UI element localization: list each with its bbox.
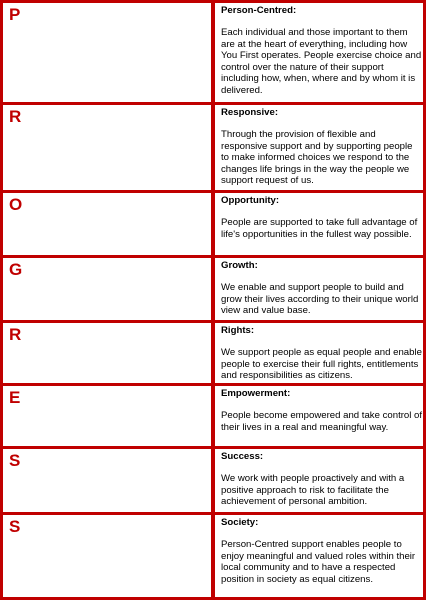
letter-cell	[3, 515, 214, 600]
value-row-opportunity	[3, 193, 426, 258]
acronym-letter: S	[9, 451, 21, 470]
letter-cell	[3, 105, 214, 190]
letter-cell	[3, 3, 214, 102]
value-heading: Success:	[221, 451, 264, 462]
value-heading: Growth:	[221, 260, 258, 271]
value-row-success	[3, 449, 426, 515]
description-cell	[214, 258, 426, 320]
acronym-letter: R	[9, 107, 22, 126]
description-cell	[214, 449, 426, 512]
value-description: We work with people proactively and with a positive approach to risk to facilitate the achievement of personal ambition.	[221, 473, 405, 507]
acronym-letter: G	[9, 260, 23, 279]
description-cell	[214, 323, 426, 383]
description-cell	[214, 386, 426, 446]
value-description: Through the provision of flexible and responsive support and by supporting people to make informed choices we respond to the changes life brings in the way the people we support request of us.	[221, 129, 413, 186]
description-cell	[214, 193, 426, 255]
value-row-responsive	[3, 105, 426, 193]
letter-cell	[3, 323, 214, 383]
letter-cell	[3, 258, 214, 320]
value-row-growth	[3, 258, 426, 323]
value-description: We enable and support people to build and grow their lives according to their unique world view and value base.	[221, 282, 419, 316]
value-description: People are supported to take full advantage of life's opportunities in the fullest way possible.	[221, 217, 418, 240]
value-row-empowerment	[3, 386, 426, 449]
description-cell	[214, 3, 426, 102]
value-heading: Person-Centred:	[221, 5, 297, 16]
value-heading: Opportunity:	[221, 195, 280, 206]
value-description: We support people as equal people and enable people to exercise their full rights, entitlements and responsibilities as citizens.	[221, 347, 422, 381]
acronym-letter: R	[9, 325, 22, 344]
acronym-letter: E	[9, 388, 21, 407]
acronym-letter: O	[9, 195, 23, 214]
value-row-person-centred	[3, 3, 426, 105]
value-heading: Empowerment:	[221, 388, 291, 399]
value-row-rights	[3, 323, 426, 386]
description-cell	[214, 515, 426, 600]
value-description: Person-Centred support enables people to enjoy meaningful and valued roles within their local community and to have a respected position in society as equal citizens.	[221, 539, 416, 585]
value-heading: Responsive:	[221, 107, 279, 118]
letter-cell	[3, 386, 214, 446]
value-description: Each individual and those important to them are at the heart of everything, including how You First operates. People exercise choice and control over the nature of their support including how, when, where and by whom it is delivered.	[221, 27, 422, 96]
value-heading: Rights:	[221, 325, 255, 336]
acronym-letter: P	[9, 5, 21, 24]
acronym-letter: S	[9, 517, 21, 536]
value-row-society	[3, 515, 426, 600]
description-cell	[214, 105, 426, 190]
letter-cell	[3, 193, 214, 255]
value-heading: Society:	[221, 517, 259, 528]
value-description: People become empowered and take control of their lives in a real and meaningful way.	[221, 410, 423, 433]
letter-cell	[3, 449, 214, 512]
